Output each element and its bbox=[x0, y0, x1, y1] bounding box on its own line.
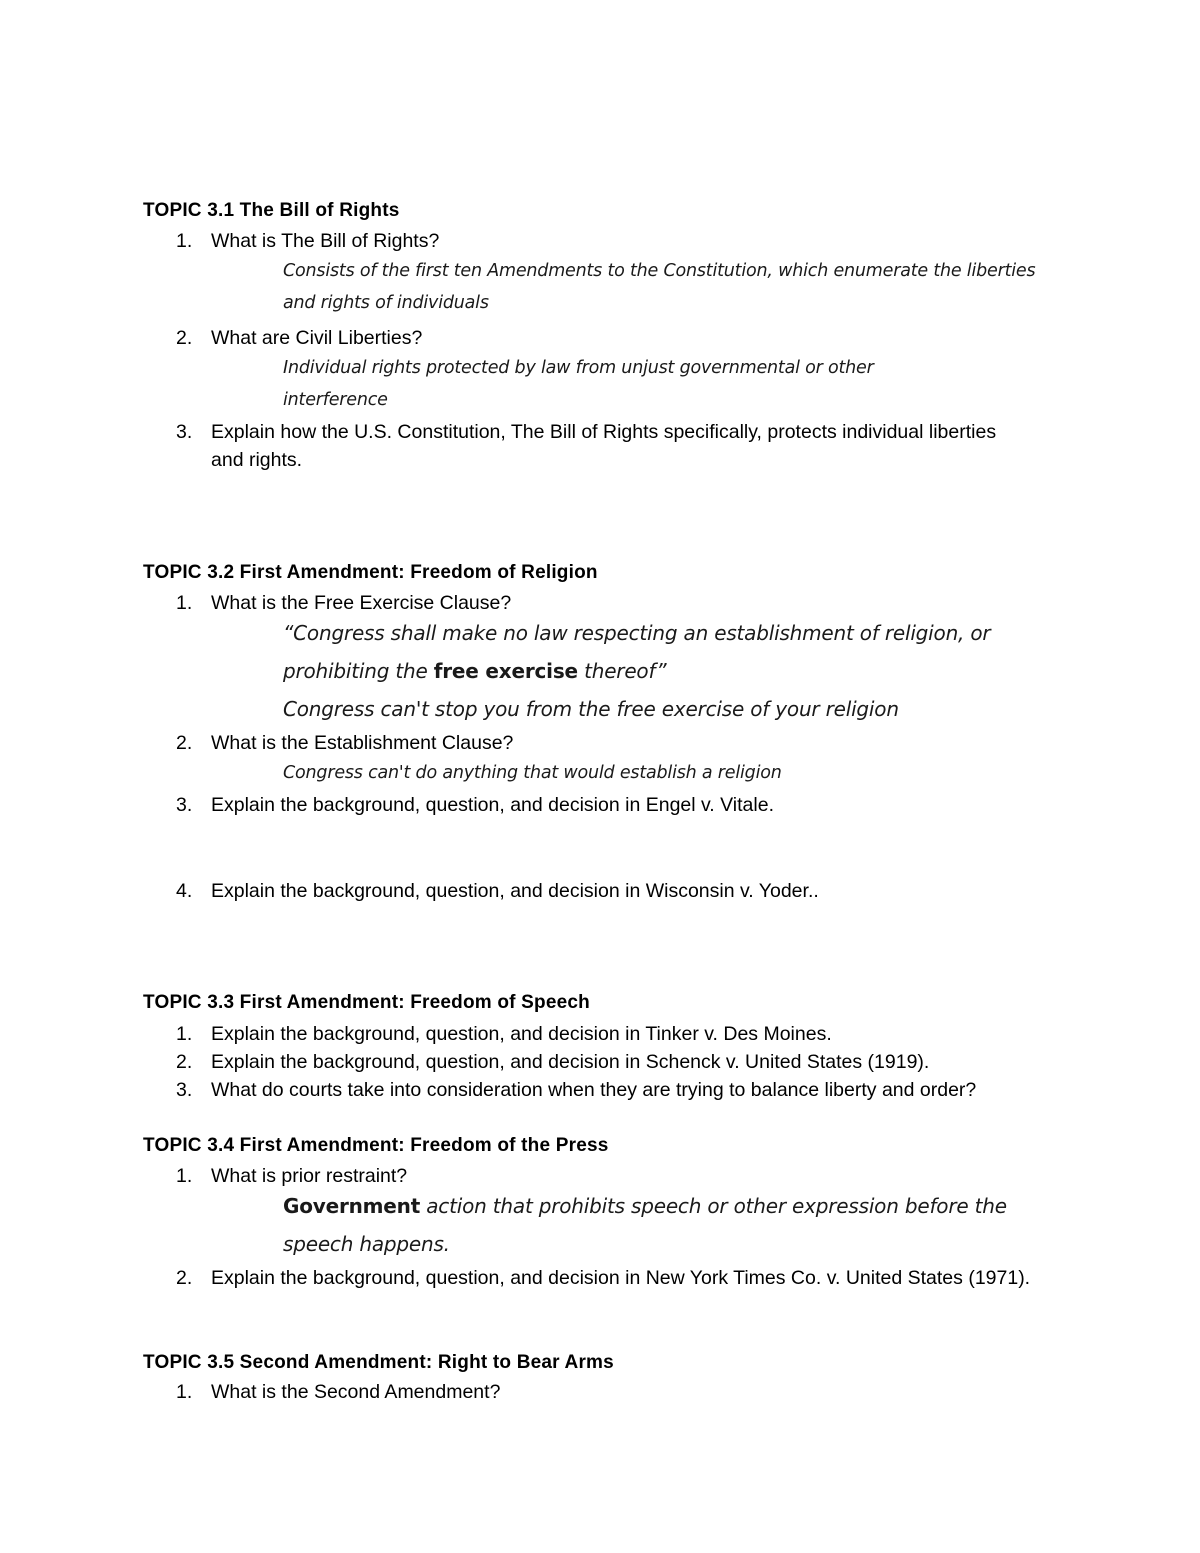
question-text: What do courts take into consideration when they are trying to balance liberty and order? bbox=[211, 1079, 977, 1101]
item-number: 1. bbox=[176, 230, 193, 252]
section-heading: TOPIC 3.2 First Amendment: Freedom of Religion bbox=[143, 562, 598, 583]
section-heading: TOPIC 3.3 First Amendment: Freedom of Speech bbox=[143, 992, 590, 1013]
question-text: Explain how the U.S. Constitution, The Bill of Rights specifically, protects individual liberties and rights. bbox=[211, 421, 997, 471]
item-number: 2. bbox=[176, 732, 193, 754]
question-text: Explain the background, question, and decision in Engel v. Vitale. bbox=[211, 794, 774, 816]
handwritten-answer: Congress can't do anything that would establish a religion bbox=[283, 763, 782, 783]
answer-text: thereof” bbox=[584, 659, 667, 683]
item-number: 1. bbox=[176, 1381, 193, 1403]
question-text: What is the Free Exercise Clause? bbox=[211, 592, 512, 614]
question-text: Explain the background, question, and decision in Tinker v. Des Moines. bbox=[211, 1023, 832, 1045]
section-heading: TOPIC 3.1 The Bill of Rights bbox=[143, 200, 400, 221]
question-text: What is The Bill of Rights? bbox=[211, 230, 440, 252]
question-text: What are Civil Liberties? bbox=[211, 327, 423, 349]
answer-emphasis: Government bbox=[283, 1194, 421, 1218]
question-text: What is the Second Amendment? bbox=[211, 1381, 501, 1403]
question-text: Explain the background, question, and decision in Wisconsin v. Yoder.. bbox=[211, 880, 819, 902]
item-number: 1. bbox=[176, 1023, 193, 1045]
handwritten-answer bbox=[283, 614, 1083, 690]
question-text: Explain the background, question, and decision in Schenck v. United States (1919). bbox=[211, 1051, 930, 1073]
item-number: 3. bbox=[176, 794, 193, 816]
handwritten-answer bbox=[283, 1187, 1073, 1263]
item-number: 2. bbox=[176, 1051, 193, 1073]
handwritten-answer: Consists of the first ten Amendments to the Constitution, which enumerate the liberties and rights of individuals bbox=[283, 261, 1036, 313]
item-number: 2. bbox=[176, 327, 193, 349]
answer-text: “Congress shall make no law respecting an establishment of religion, or prohibiting the bbox=[283, 621, 991, 683]
section-heading: TOPIC 3.5 Second Amendment: Right to Bear Arms bbox=[143, 1352, 614, 1373]
item-number: 1. bbox=[176, 592, 193, 614]
question-text: Explain the background, question, and decision in New York Times Co. v. United States (1971). bbox=[211, 1267, 1031, 1289]
item-number: 3. bbox=[176, 1079, 193, 1101]
section-heading: TOPIC 3.4 First Amendment: Freedom of the Press bbox=[143, 1135, 609, 1156]
answer-text: action that prohibits speech or other expression before the speech happens. bbox=[283, 1194, 1007, 1256]
handwritten-answer: Individual rights protected by law from unjust governmental or other interference bbox=[283, 358, 874, 410]
question-text: What is the Establishment Clause? bbox=[211, 732, 514, 754]
handwritten-answer: Congress can't stop you from the free exercise of your religion bbox=[283, 697, 899, 721]
answer-emphasis: free exercise bbox=[433, 659, 578, 683]
question-text: What is prior restraint? bbox=[211, 1165, 408, 1187]
item-number: 2. bbox=[176, 1267, 193, 1289]
item-number: 3. bbox=[176, 421, 193, 443]
item-number: 1. bbox=[176, 1165, 193, 1187]
item-number: 4. bbox=[176, 880, 193, 902]
